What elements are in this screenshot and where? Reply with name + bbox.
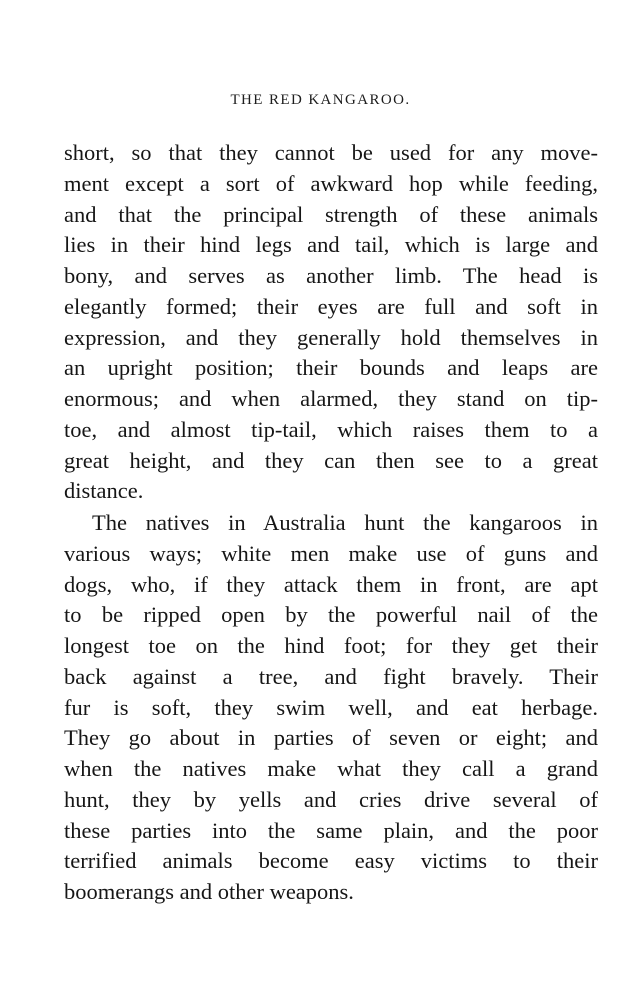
text-line: when the natives make what they call a grand [64,756,598,781]
text-line: hunt, they by yells and cries drive several of [64,786,598,812]
text-line: an upright position; their bounds and leaps are [64,355,598,381]
text-line: They go about in parties of seven or eight; and [64,725,598,751]
body-text [64,138,598,908]
text-line: enormous; and when alarmed, they stand on tip- [64,386,598,411]
text-line: various ways; white men make use of guns and [64,540,598,566]
paragraph-1 [64,138,598,507]
text-line: short, so that they cannot be used for any move- [64,140,598,165]
text-line: bony, and serves as another limb. The head is [64,263,598,288]
text-line: to be ripped open by the powerful nail of the [64,602,598,628]
text-line: ment except a sort of awkward hop while feeding, [64,170,598,196]
paragraph-2 [64,508,598,908]
text-line: distance. [64,478,144,504]
text-line: back against a tree, and fight bravely. Their [64,663,598,689]
text-line: boomerangs and other weapons. [64,879,354,904]
text-line: expression, and they generally hold themselves in [64,324,598,350]
text-line: lies in their hind legs and tail, which is large and [64,232,598,258]
text-line: The natives in Australia hunt the kangaroos in [92,510,598,535]
text-line: terrified animals become easy victims to their [64,848,598,874]
text-line: dogs, who, if they attack them in front, are apt [64,571,598,597]
text-line: toe, and almost tip-tail, which raises them to a [64,416,598,442]
running-head: THE RED KANGAROO. [230,92,411,108]
text-line: these parties into the same plain, and the poor [64,817,598,843]
text-line: elegantly formed; their eyes are full and soft in [64,293,598,319]
text-line: longest toe on the hind foot; for they get their [64,633,598,658]
text-line: great height, and they can then see to a great [64,447,598,473]
text-line: fur is soft, they swim well, and eat herbage. [64,694,598,720]
text-line: and that the principal strength of these animals [64,201,598,227]
